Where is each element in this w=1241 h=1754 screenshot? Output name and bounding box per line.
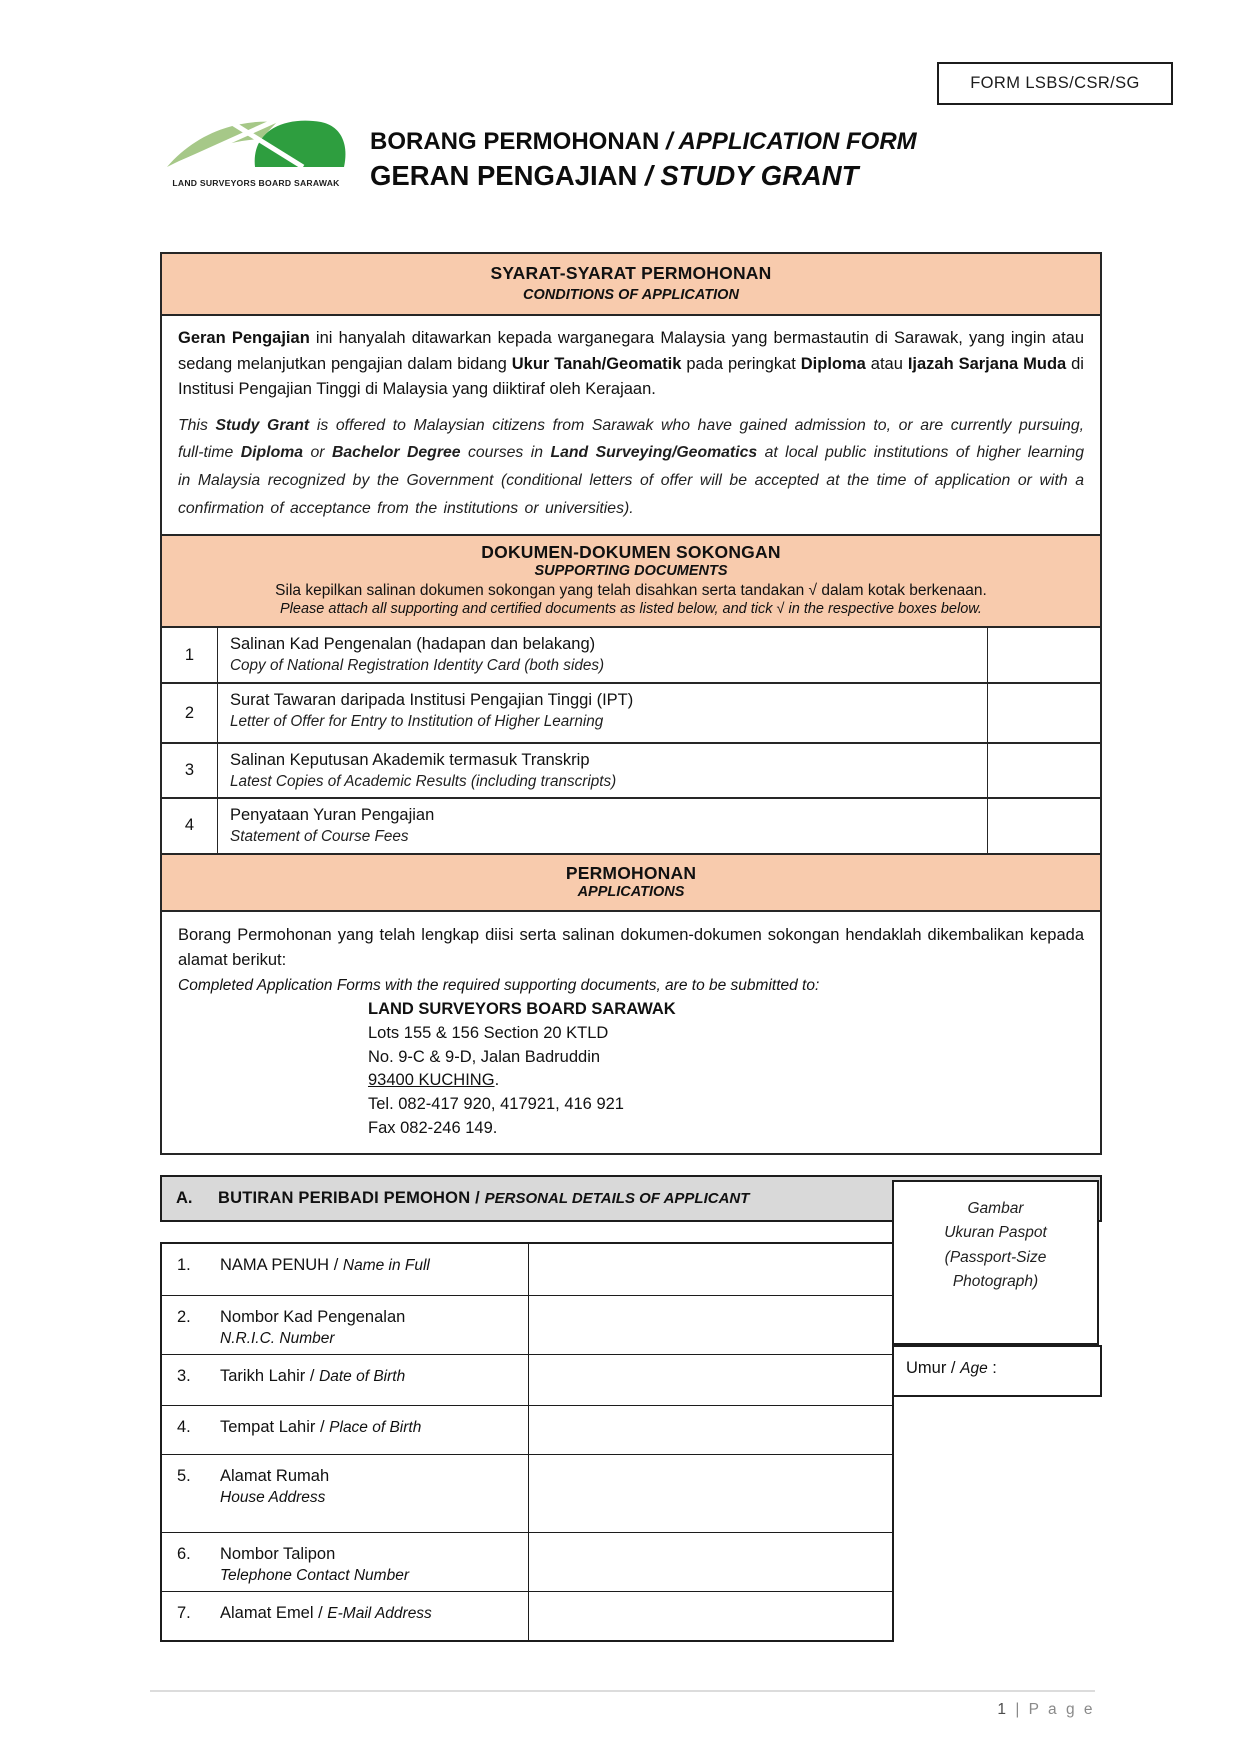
applications-header bbox=[162, 853, 1100, 910]
field-number: 4. bbox=[177, 1418, 191, 1436]
tick-box-cell[interactable] bbox=[987, 799, 1100, 852]
address-line-1: Lots 155 & 156 Section 20 KTLD bbox=[368, 1023, 609, 1042]
form-code-box bbox=[937, 62, 1173, 105]
section-title-english: PERSONAL DETAILS OF APPLICANT bbox=[484, 1190, 750, 1207]
place-of-birth-input-cell[interactable] bbox=[529, 1406, 892, 1454]
field-number: 7. bbox=[177, 1604, 191, 1622]
field-row-place-of-birth: 4. Tempat Lahir / Place of Birth bbox=[162, 1405, 892, 1454]
document-row-number: 3 bbox=[162, 744, 218, 797]
field-row-email: 7. Alamat Emel / E-Mail Address bbox=[162, 1591, 892, 1640]
address-line-2: No. 9-C & 9-D, Jalan Badruddin bbox=[368, 1047, 601, 1066]
section-a-personal-details bbox=[160, 1175, 1102, 1622]
applications-body bbox=[162, 910, 1100, 1154]
passport-photo-box[interactable]: Gambar Ukuran Paspot (Passport-Size Photograph) bbox=[892, 1180, 1099, 1345]
document-name-malay: Penyataan Yuran Pengajian bbox=[230, 806, 435, 825]
field-label-english: Name in Full bbox=[342, 1257, 430, 1274]
document-name-english: Latest Copies of Academic Results (including transcripts) bbox=[230, 772, 617, 790]
age-label-english: Age bbox=[960, 1360, 988, 1377]
section-title-malay: BUTIRAN PERIBADI PEMOHON bbox=[218, 1189, 471, 1207]
age-input-cell[interactable]: Umur / Age : bbox=[892, 1345, 1102, 1397]
supporting-note-english: Please attach all supporting and certified documents as listed below, and tick √ in the respective boxes below. bbox=[280, 601, 982, 618]
page-number: 1 bbox=[997, 1701, 1009, 1718]
address-telephone: Tel. 082-417 920, 417921, 416 921 bbox=[368, 1095, 624, 1114]
document-row bbox=[162, 797, 1100, 852]
submission-address bbox=[368, 998, 1084, 1142]
field-label-malay: Nombor Talipon bbox=[220, 1545, 336, 1563]
field-label-english: E-Mail Address bbox=[327, 1605, 432, 1622]
document-name-english: Copy of National Registration Identity Card (both sides) bbox=[230, 656, 605, 674]
section-letter: A. bbox=[176, 1189, 193, 1207]
house-address-input-cell[interactable] bbox=[529, 1455, 892, 1532]
field-label-malay: Alamat Rumah bbox=[220, 1467, 330, 1485]
tick-box-cell[interactable] bbox=[987, 744, 1100, 797]
supporting-header-english: SUPPORTING DOCUMENTS bbox=[534, 563, 728, 580]
field-label-malay: Tarikh Lahir bbox=[220, 1367, 306, 1385]
field-label-malay: Alamat Emel bbox=[220, 1604, 314, 1622]
field-label-english: N.R.I.C. Number bbox=[220, 1330, 335, 1347]
field-row-house-address bbox=[162, 1454, 892, 1532]
field-label-malay: NAMA PENUH bbox=[220, 1256, 330, 1274]
document-row bbox=[162, 682, 1100, 742]
document-name-malay: Salinan Kad Pengenalan (hadapan dan belakang) bbox=[230, 635, 596, 654]
email-input-cell[interactable] bbox=[529, 1592, 892, 1640]
field-number: 1. bbox=[177, 1256, 191, 1274]
supporting-note-malay: Sila kepilkan salinan dokumen sokongan yang telah disahkan serta tandakan √ dalam kotak berkenaan. bbox=[275, 582, 987, 600]
document-name-english: Statement of Course Fees bbox=[230, 827, 409, 845]
conditions-table bbox=[160, 252, 1102, 1155]
field-label-english: Telephone Contact Number bbox=[220, 1567, 409, 1584]
document-row-number: 1 bbox=[162, 628, 218, 682]
field-row-nric bbox=[162, 1295, 892, 1354]
telephone-input-cell[interactable] bbox=[529, 1533, 892, 1591]
document-row bbox=[162, 742, 1100, 797]
applications-paragraph-english: Completed Application Forms with the required supporting documents, are to be submitted to: bbox=[178, 976, 820, 994]
nric-input-cell[interactable] bbox=[529, 1296, 892, 1354]
page-word: | P a g e bbox=[1008, 1701, 1095, 1718]
supporting-header-malay: DOKUMEN-DOKUMEN SOKONGAN bbox=[481, 542, 781, 563]
address-name: LAND SURVEYORS BOARD SARAWAK bbox=[368, 999, 676, 1018]
date-of-birth-input-cell[interactable] bbox=[529, 1355, 892, 1405]
document-row-number: 2 bbox=[162, 684, 218, 742]
address-fax: Fax 082-246 149. bbox=[368, 1119, 498, 1138]
lsbs-logo-icon bbox=[163, 112, 349, 172]
field-number: 2. bbox=[177, 1308, 191, 1326]
document-name-malay: Salinan Keputusan Akademik termasuk Transkrip bbox=[230, 751, 590, 770]
field-label-malay: Tempat Lahir bbox=[220, 1418, 316, 1436]
document-name-malay: Surat Tawaran daripada Institusi Pengajian Tinggi (IPT) bbox=[230, 691, 634, 710]
applications-header-malay: PERMOHONAN bbox=[565, 862, 697, 883]
field-number: 3. bbox=[177, 1367, 191, 1385]
tick-box-cell[interactable] bbox=[987, 628, 1100, 682]
personal-details-table bbox=[160, 1242, 894, 1642]
document-title bbox=[370, 126, 917, 194]
lsbs-logo bbox=[160, 112, 352, 188]
field-row-name: 1. NAMA PENUH / Name in Full bbox=[162, 1244, 892, 1295]
field-label-english: Date of Birth bbox=[319, 1368, 406, 1385]
age-label-malay: Umur bbox=[906, 1359, 947, 1377]
conditions-body bbox=[162, 314, 1100, 534]
conditions-header-english: CONDITIONS OF APPLICATION bbox=[523, 287, 739, 303]
form-code-label: FORM LSBS/CSR/SG bbox=[970, 74, 1140, 92]
conditions-header-malay: SYARAT-SYARAT PERMOHONAN bbox=[490, 263, 772, 283]
supporting-documents-header bbox=[162, 534, 1100, 626]
title-line-2: GERAN PENGAJIAN / STUDY GRANT bbox=[370, 160, 859, 192]
field-label-english: Place of Birth bbox=[329, 1419, 422, 1436]
field-label-english: House Address bbox=[220, 1489, 326, 1506]
applications-paragraph-malay: Borang Permohonan yang telah lengkap diisi serta salinan dokumen-dokumen sokongan hendaklah dikembalikan kepada alamat berikut: bbox=[178, 925, 1084, 970]
page-footer bbox=[150, 1690, 1095, 1719]
document-row-number: 4 bbox=[162, 799, 218, 852]
title-line-1: BORANG PERMOHONAN / APPLICATION FORM bbox=[370, 128, 917, 155]
logo-caption: LAND SURVEYORS BOARD SARAWAK bbox=[172, 178, 340, 188]
section-a-header: A. BUTIRAN PERIBADI PEMOHON / PERSONAL DETAILS OF APPLICANT bbox=[160, 1175, 1102, 1222]
conditions-paragraph-english: This Study Grant is offered to Malaysian citizens from Sarawak who have gained admission to, or are currently pursuing, full-time Diploma or Bachelor Degree courses in Land Surveying/Geomatics at local public institutions of higher learning in Malaysia recognized by the Government (conditional letters of offer will be accepted at the time of application or with a confirmation of acceptance from the institutions or universities). bbox=[178, 416, 1084, 517]
field-row-date-of-birth: 3. Tarikh Lahir / Date of Birth bbox=[162, 1354, 892, 1405]
tick-box-cell[interactable] bbox=[987, 684, 1100, 742]
document-name-english: Letter of Offer for Entry to Institution of Higher Learning bbox=[230, 712, 604, 730]
field-number: 6. bbox=[177, 1545, 191, 1563]
field-row-telephone bbox=[162, 1532, 892, 1591]
field-label-malay: Nombor Kad Pengenalan bbox=[220, 1308, 406, 1326]
field-number: 5. bbox=[177, 1467, 191, 1485]
document-row bbox=[162, 626, 1100, 682]
applications-header-english: APPLICATIONS bbox=[577, 883, 685, 900]
conditions-paragraph-malay: Geran Pengajian ini hanyalah ditawarkan kepada warganegara Malaysia yang bermastautin di Sarawak, yang ingin atau sedang melanjutkan pengajian dalam bidang Ukur Tanah/Geomatik pada peringkat Diploma atau Ijazah Sarjana Muda di Institusi Pengajian Tinggi di Malaysia yang diiktiraf oleh Kerajaan. bbox=[178, 329, 1085, 399]
name-input-cell[interactable] bbox=[529, 1244, 892, 1295]
address-city: 93400 KUCHING. bbox=[368, 1071, 500, 1090]
conditions-header bbox=[162, 254, 1100, 314]
